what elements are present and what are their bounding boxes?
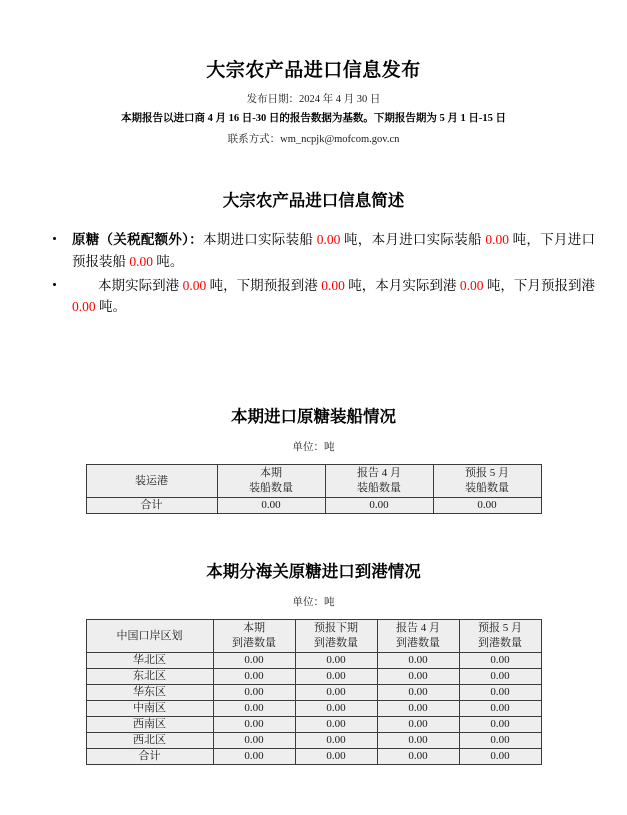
column-header-current-period [213, 620, 295, 653]
summary-value: 0.00 [459, 277, 484, 293]
header-line-1: 预报 5 月 [478, 622, 522, 635]
header-line-2: 到港数量 [314, 637, 358, 650]
summary-value: 0.00 [321, 277, 345, 293]
list-item [0, 275, 627, 319]
cell-value: 0.00 [377, 669, 459, 685]
row-label: 东北区 [86, 669, 213, 685]
summary-text: 吨，下月进口预报装船 [72, 231, 596, 269]
list-item [0, 229, 627, 273]
header-line-1: 装运港 [135, 474, 168, 487]
table-row [86, 701, 541, 717]
column-header-may-forecast [459, 620, 541, 653]
row-label: 华东区 [86, 685, 213, 701]
cell-value: 0.00 [213, 669, 295, 685]
cell-value: 0.00 [295, 717, 377, 733]
arrival-table-heading: 本期分海关原糖进口到港情况 [206, 562, 421, 582]
header-line-1: 本期 [260, 467, 282, 480]
cell-value: 0.00 [295, 653, 377, 669]
summary-value: 0.00 [182, 277, 207, 293]
cell-value: 0.00 [377, 749, 459, 765]
cell-value: 0.00 [377, 717, 459, 733]
column-header-region [86, 620, 213, 653]
cell-value: 0.00 [295, 733, 377, 749]
cell-value: 0.00 [217, 498, 325, 514]
header-line-1: 预报 5 月 [465, 467, 509, 480]
summary-value: 0.00 [316, 231, 341, 247]
table-row [86, 733, 541, 749]
cell-value: 0.00 [213, 733, 295, 749]
cell-value: 0.00 [213, 653, 295, 669]
cell-value: 0.00 [213, 717, 295, 733]
row-label: 西南区 [86, 717, 213, 733]
table-header-row [86, 620, 541, 653]
summary-item-label: 原糖（关税配额外）： [72, 231, 203, 247]
column-header-may-forecast [433, 465, 541, 498]
cell-value: 0.00 [377, 653, 459, 669]
header-line-2: 装船数量 [249, 482, 293, 495]
shipping-section [0, 403, 627, 514]
cell-value: 0.00 [459, 733, 541, 749]
column-header-port [86, 465, 217, 498]
table-row [86, 749, 541, 765]
summary-text: 吨，下月预报到港 [483, 277, 596, 293]
row-label: 合计 [86, 498, 217, 514]
cell-value: 0.00 [295, 685, 377, 701]
bullet-icon [53, 237, 56, 240]
header-line-2: 到港数量 [396, 637, 440, 650]
summary-list [0, 229, 627, 318]
row-label: 西北区 [86, 733, 213, 749]
table-row [86, 498, 541, 514]
cell-value: 0.00 [433, 498, 541, 514]
cell-value: 0.00 [459, 749, 541, 765]
header-line-1: 报告 4 月 [396, 622, 440, 635]
table-row [86, 717, 541, 733]
shipping-table [86, 464, 542, 514]
cell-value: 0.00 [213, 685, 295, 701]
cell-value: 0.00 [459, 717, 541, 733]
summary-text: 吨。 [95, 299, 126, 315]
header-line-1: 预报下期 [314, 622, 358, 635]
report-period-notice: 本期报告以进口商 4 月 16 日-30 日的报告数据为基数。下期报告期为 5 月 1 日-15 日 [121, 113, 506, 125]
page-title: 大宗农产品进口信息发布 [206, 60, 421, 81]
row-label: 中南区 [86, 701, 213, 717]
header-line-2: 到港数量 [232, 637, 276, 650]
column-header-next-period-forecast [295, 620, 377, 653]
summary-value: 0.00 [72, 299, 96, 315]
cell-value: 0.00 [213, 701, 295, 717]
bullet-icon [53, 283, 56, 286]
header-line-2: 到港数量 [478, 637, 522, 650]
document-header [0, 0, 627, 149]
cell-value: 0.00 [459, 685, 541, 701]
table-row [86, 685, 541, 701]
summary-text: 本期实际到港 [98, 277, 183, 293]
cell-value: 0.00 [295, 749, 377, 765]
arrival-section [0, 558, 627, 765]
column-header-april-report [377, 620, 459, 653]
cell-value: 0.00 [377, 733, 459, 749]
cell-value: 0.00 [295, 669, 377, 685]
cell-value: 0.00 [295, 701, 377, 717]
summary-value: 0.00 [129, 253, 153, 269]
row-label: 合计 [86, 749, 213, 765]
contact-info: 联系方式：wm_ncpjk@mofcom.gov.cn [227, 134, 400, 146]
cell-value: 0.00 [459, 701, 541, 717]
summary-heading: 大宗农产品进口信息简述 [222, 190, 405, 210]
table-row [86, 653, 541, 669]
publish-date: 发布日期：2024 年 4 月 30 日 [246, 93, 381, 105]
summary-text: 吨，下期预报到港 [206, 277, 322, 293]
table-row [86, 669, 541, 685]
summary-text: 吨，本月实际到港 [344, 277, 460, 293]
shipping-unit-label: 单位：吨 [292, 442, 335, 454]
header-line-1: 本期 [243, 622, 265, 635]
summary-value: 0.00 [485, 231, 510, 247]
cell-value: 0.00 [459, 669, 541, 685]
header-line-1: 中国口岸区划 [116, 629, 183, 642]
summary-text: 本期进口实际装船 [202, 231, 317, 247]
cell-value: 0.00 [377, 685, 459, 701]
cell-value: 0.00 [377, 701, 459, 717]
arrival-unit-label: 单位：吨 [292, 597, 335, 609]
cell-value: 0.00 [459, 653, 541, 669]
summary-text: 吨，本月进口实际装船 [340, 231, 486, 247]
row-label: 华北区 [86, 653, 213, 669]
column-header-current-period [217, 465, 325, 498]
arrival-table [86, 619, 542, 765]
header-line-1: 报告 4 月 [357, 467, 401, 480]
cell-value: 0.00 [213, 749, 295, 765]
header-line-2: 装船数量 [357, 482, 401, 495]
shipping-table-heading: 本期进口原糖装船情况 [231, 407, 396, 427]
table-header-row [86, 465, 541, 498]
header-line-2: 装船数量 [465, 482, 509, 495]
column-header-april-report [325, 465, 433, 498]
cell-value: 0.00 [325, 498, 433, 514]
summary-text: 吨。 [153, 253, 184, 269]
